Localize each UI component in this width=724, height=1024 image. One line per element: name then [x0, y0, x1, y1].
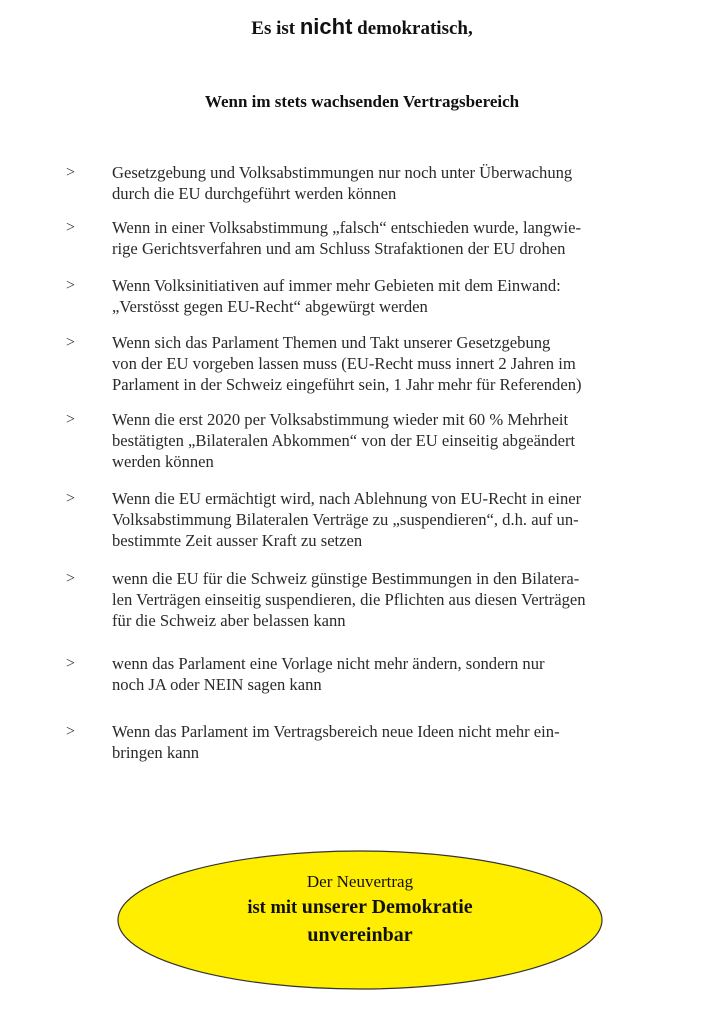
- callout-line-2: [115, 894, 605, 921]
- list-item-line: Wenn das Parlament im Vertragsbereich neue Ideen nicht mehr ein-: [112, 722, 560, 741]
- bullet-marker: >: [66, 164, 76, 181]
- callout-line-2-part-2: unserer Demokratie: [301, 896, 473, 918]
- list-item-line: Wenn sich das Parlament Themen und Takt unserer Gesetzgebung: [112, 333, 551, 352]
- list-item-text: [112, 568, 672, 631]
- list-item-text: [112, 275, 672, 317]
- bullet-marker: >: [66, 334, 76, 351]
- list-item-line: Wenn in einer Volksabstimmung „falsch“ entschieden wurde, langwie-: [112, 218, 581, 237]
- list-item-text: [112, 721, 672, 763]
- bullet-marker: >: [66, 219, 76, 236]
- list-item-line: rige Gerichtsverfahren und am Schluss Strafaktionen der EU drohen: [112, 239, 566, 258]
- list-item-line: bestätigten „Bilateralen Abkommen“ von der EU einseitig abgeändert: [112, 431, 576, 450]
- bullet-marker: >: [66, 723, 76, 740]
- callout-line-2-part-1: ist mit: [247, 898, 302, 918]
- bullet-marker: >: [66, 490, 76, 507]
- list-item-line: noch JA oder NEIN sagen kann: [112, 675, 322, 694]
- list-item-text: [112, 409, 672, 472]
- list-item-line: bestimmte Zeit ausser Kraft zu setzen: [112, 531, 363, 550]
- list-item-text: [112, 162, 672, 204]
- list-item-text: [112, 653, 672, 695]
- bullet-marker: >: [66, 277, 76, 294]
- title-part-1: Es ist: [251, 18, 300, 39]
- bullet-marker: >: [66, 570, 76, 587]
- bullet-marker: >: [66, 655, 76, 672]
- list-item-text: [112, 332, 672, 395]
- list-item-line: Gesetzgebung und Volksabstimmungen nur noch unter Überwachung: [112, 163, 573, 182]
- list-item-line: Wenn Volksinitiativen auf immer mehr Gebieten mit dem Einwand:: [112, 276, 561, 295]
- title-part-2: demokratisch,: [352, 18, 473, 39]
- callout-ellipse: [115, 848, 605, 993]
- list-item-line: von der EU vorgeben lassen muss (EU-Recht muss innert 2 Jahren im: [112, 354, 576, 373]
- callout-text: [115, 870, 605, 949]
- callout-line-1: Der Neuvertrag: [306, 872, 414, 891]
- callout-line-3: unvereinbar: [307, 924, 413, 946]
- list-item-line: „Verstösst gegen EU-Recht“ abgewürgt werden: [112, 297, 428, 316]
- list-item-line: Volksabstimmung Bilateralen Verträge zu „suspendieren“, d.h. auf un-: [112, 510, 579, 529]
- list-item-line: durch die EU durchgeführt werden können: [112, 184, 397, 203]
- list-item-line: wenn das Parlament eine Vorlage nicht mehr ändern, sondern nur: [112, 654, 545, 673]
- page-subtitle: Wenn im stets wachsenden Vertragsbereich: [204, 92, 520, 111]
- list-item-line: Wenn die erst 2020 per Volksabstimmung wieder mit 60 % Mehrheit: [112, 410, 569, 429]
- list-item-line: Wenn die EU ermächtigt wird, nach Ablehnung von EU-Recht in einer: [112, 489, 582, 508]
- list-item-line: für die Schweiz aber belassen kann: [112, 611, 346, 630]
- list-item-text: [112, 217, 672, 259]
- list-item-line: Parlament in der Schweiz eingeführt sein, 1 Jahr mehr für Referenden): [112, 375, 582, 394]
- title-emphasis: nicht: [299, 14, 353, 39]
- list-item-line: wenn die EU für die Schweiz günstige Bestimmungen in den Bilatera-: [112, 569, 580, 588]
- list-item-text: [112, 488, 672, 551]
- list-item-line: len Verträgen einseitig suspendieren, die Pflichten aus diesen Verträgen: [112, 590, 586, 609]
- list-item-line: bringen kann: [112, 743, 200, 762]
- list-item-line: werden können: [112, 452, 214, 471]
- bullet-marker: >: [66, 411, 76, 428]
